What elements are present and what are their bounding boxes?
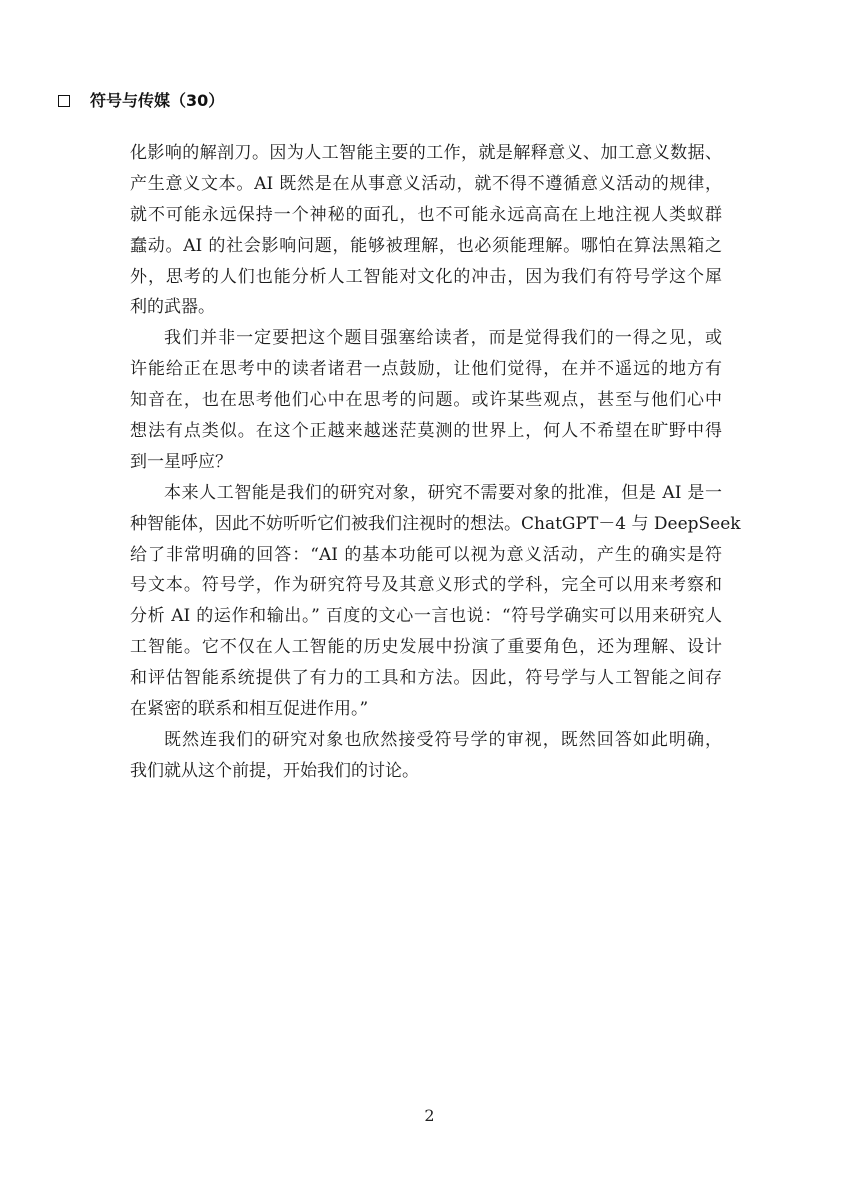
paragraph-line: 就不可能永远保持一个神秘的面孔，也不可能永远高高在上地注视人类蚁群 <box>130 204 722 225</box>
paragraph-line: 我们就从这个前提，开始我们的讨论。 <box>130 760 419 781</box>
paragraph-line: 蠢动。AI 的社会影响问题，能够被理解，也必须能理解。哪怕在算法黑箱之 <box>130 235 722 256</box>
paragraph-2 <box>130 323 722 477</box>
paragraph-line: 工智能。它不仅在人工智能的历史发展中扮演了重要角色，还为理解、设计 <box>130 637 722 658</box>
paragraph-line: 到一星呼应？ <box>130 451 232 472</box>
paragraph-4 <box>130 725 722 787</box>
paragraph-line: 许能给正在思考中的读者诸君一点鼓励，让他们觉得，在并不遥远的地方有 <box>130 359 722 380</box>
paragraph-line: 给了非常明确的回答：“AI 的基本功能可以视为意义活动，产生的确实是符 <box>130 544 722 565</box>
paragraph-line: 种智能体，因此不妨听听它们被我们注视时的想法。ChatGPT－4 与 DeepSeek <box>130 513 741 534</box>
paragraph-line: 知音在，也在思考他们心中在思考的问题。或许某些观点，甚至与他们心中 <box>130 390 722 411</box>
paragraph-line: 外，思考的人们也能分析人工智能对文化的冲击，因为我们有符号学这个犀 <box>130 266 722 287</box>
paragraph-line: 分析 AI 的运作和输出。” 百度的文心一言也说：“符号学确实可以用来研究人 <box>130 606 722 627</box>
paragraph-line: 本来人工智能是我们的研究对象，研究不需要对象的批准，但是 AI 是一 <box>164 482 722 503</box>
page-number: 2 <box>424 1106 435 1125</box>
paragraph-line: 号文本。符号学，作为研究符号及其意义形式的学科，完全可以用来考察和 <box>130 575 722 596</box>
paragraph-line: 在紧密的联系和相互促进作用。” <box>130 699 369 720</box>
paragraph-line: 化影响的解剖刀。因为人工智能主要的工作，就是解释意义、加工意义数据、 <box>130 143 722 163</box>
running-header-title: 符号与传媒（30） <box>90 91 225 110</box>
paragraph-1 <box>130 138 722 323</box>
paragraph-line: 我们并非一定要把这个题目强塞给读者，而是觉得我们的一得之见，或 <box>164 328 722 349</box>
running-header <box>58 91 224 111</box>
header-square-icon <box>58 95 70 107</box>
body-text <box>130 138 741 787</box>
paragraph-line: 既然连我们的研究对象也欣然接受符号学的审视，既然回答如此明确， <box>164 729 722 750</box>
paragraph-line: 和评估智能系统提供了有力的工具和方法。因此，符号学与人工智能之间存 <box>130 668 722 689</box>
paragraph-line: 利的武器。 <box>130 297 215 318</box>
paragraph-line: 产生意义文本。AI 既然是在从事意义活动，就不得不遵循意义活动的规律， <box>130 173 722 194</box>
paragraph-line: 想法有点类似。在这个正越来越迷茫莫测的世界上，何人不希望在旷野中得 <box>130 421 722 442</box>
paragraph-3 <box>130 478 741 725</box>
